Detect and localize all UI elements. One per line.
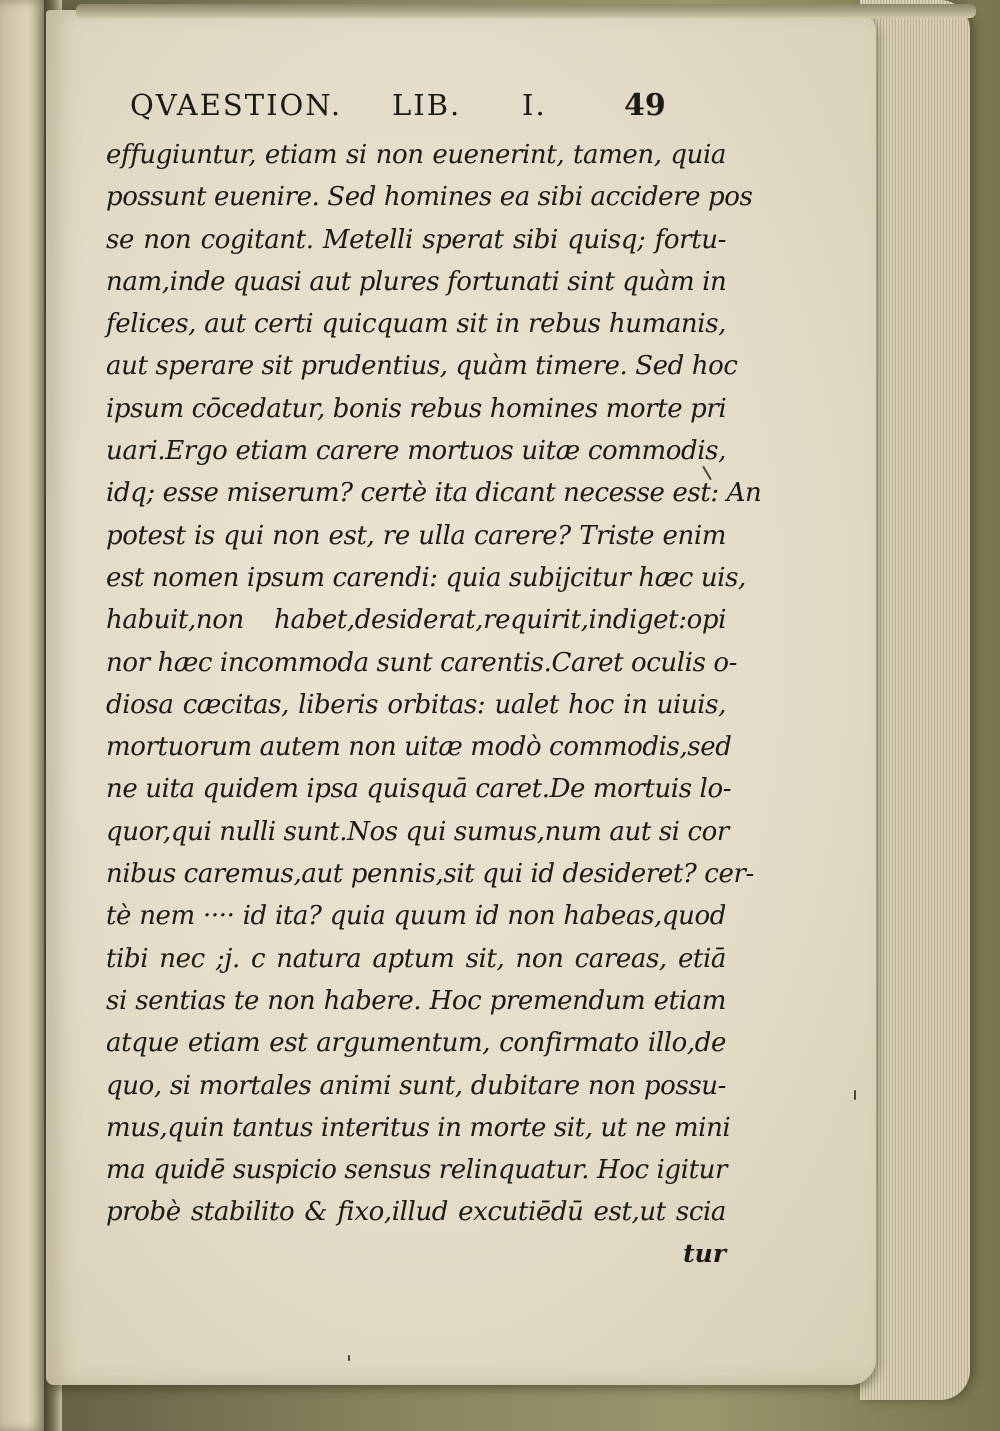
text-line: nam,inde quasi aut plures fortunati sint quàm in xyxy=(106,266,727,297)
text-line: habuit,non habet,desiderat,requirit,indiget:opi xyxy=(106,605,726,636)
text-line: mortuorum autem non uitæ modò commodis,sed xyxy=(106,732,732,763)
text-line: ne uita quidem ipsa quisquā caret.De mortuis lo- xyxy=(106,774,732,805)
header-book-number: I. xyxy=(522,88,547,122)
facing-page-edge xyxy=(0,0,46,1431)
text-line: nibus caremus,aut pennis,sit qui id desideret? cer- xyxy=(106,859,754,890)
running-header xyxy=(130,88,726,134)
text-line: tibi nec ;j. c natura aptum sit, non careas, etiā xyxy=(106,943,726,974)
text-line: ipsum cōcedatur, bonis rebus homines morte pri xyxy=(106,393,727,424)
text-line: diosa cæcitas, liberis orbitas: ualet hoc in uiuis, xyxy=(106,689,726,720)
page-edges xyxy=(860,0,970,1400)
text-line: se non cogitant. Metelli sperat sibi quisq; fortu- xyxy=(106,224,726,255)
text-line: si sentias te non habere. Hoc premendum etiam xyxy=(106,985,726,1016)
text-block xyxy=(106,88,762,1274)
book-page xyxy=(46,10,876,1385)
text-line: quo, si mortales animi sunt, dubitare non possu- xyxy=(106,1070,726,1101)
ink-speck xyxy=(854,1090,856,1100)
text-line: felices, aut certi quicquam sit in rebus humanis, xyxy=(106,309,726,340)
text-line: ma quidē suspicio sensus relinquatur. Hoc igitur xyxy=(106,1155,727,1186)
text-line: tè nem ···· id ita? quia quum id non habeas,quod xyxy=(106,901,726,932)
header-lib: LIB. xyxy=(392,88,462,122)
text-line: aut sperare sit prudentius, quàm timere. Sed hoc xyxy=(106,351,738,382)
page-top-edge xyxy=(76,4,976,18)
text-line: uari.Ergo etiam carere mortuos uitæ commodis, xyxy=(106,436,726,467)
text-line: idq; esse miserum? certè ita dicant necesse est: An xyxy=(106,478,762,509)
text-line: mus,quin tantus interitus in morte sit, ut ne mini xyxy=(106,1112,731,1143)
text-line: probè stabilito & fixo,illud excutiēdū est,ut scia xyxy=(106,1197,726,1228)
text-line: atque etiam est argumentum, confirmato illo,de xyxy=(106,1028,726,1059)
header-title: QVAESTION. xyxy=(130,88,343,122)
text-line: effugiuntur, etiam si non euenerint, tamen, quia xyxy=(106,140,726,170)
text-line: possunt euenire. Sed homines ea sibi accidere pos xyxy=(106,182,753,213)
text-line: nor hæc incommoda sunt carentis.Caret oculis o- xyxy=(106,647,738,678)
ink-speck xyxy=(348,1355,350,1361)
catchword: tur xyxy=(683,1238,726,1268)
text-line: est nomen ipsum carendi: quia subijcitur hæc uis, xyxy=(106,562,746,593)
text-line: potest is qui non est, re ulla carere? Triste enim xyxy=(106,520,726,551)
text-line: quor,qui nulli sunt.Nos qui sumus,num aut si cor xyxy=(106,816,729,847)
folio-number: 49 xyxy=(624,88,666,123)
